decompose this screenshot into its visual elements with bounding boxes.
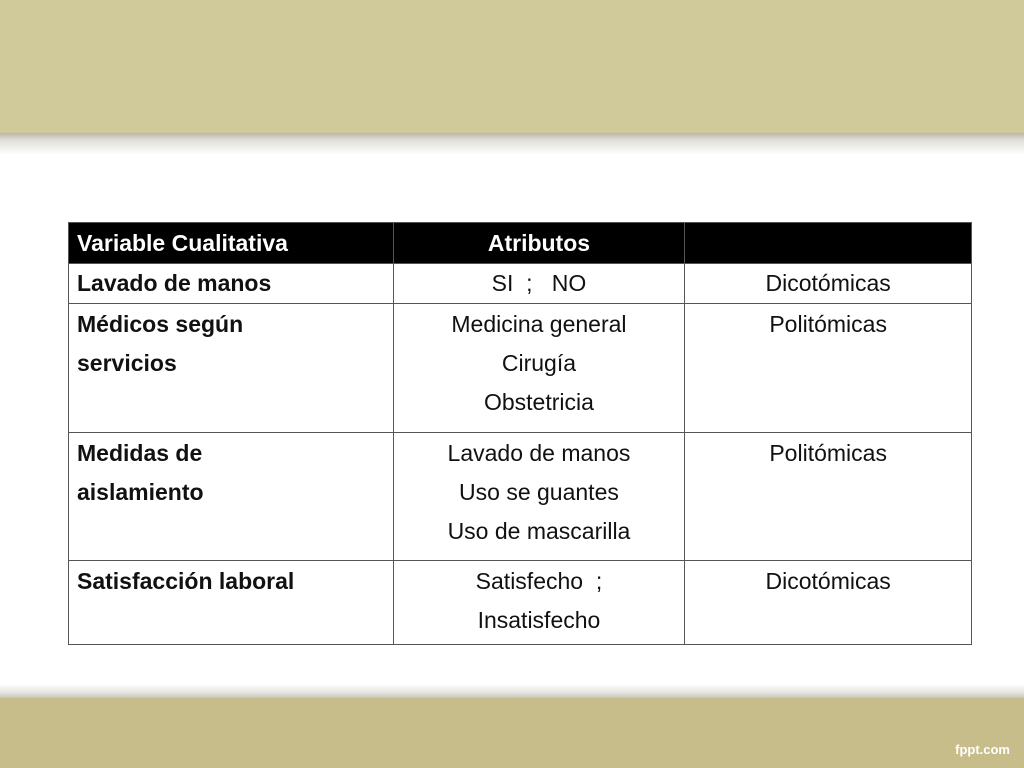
attribute-text: Insatisfecho xyxy=(477,607,601,633)
variable-text: Lavado de manos xyxy=(77,270,272,296)
header-type xyxy=(685,223,972,264)
attributes-cell xyxy=(393,304,685,433)
table-header-row xyxy=(69,223,972,264)
attribute-text: SI ; NO xyxy=(491,270,587,296)
attribute-text: Satisfecho ; xyxy=(475,568,603,594)
header-variable: Variable Cualitativa xyxy=(69,223,394,264)
table-row xyxy=(69,561,972,645)
type-cell: Dicotómicas xyxy=(685,561,972,645)
variable-cell xyxy=(69,433,394,561)
qualitative-variables-table xyxy=(68,222,972,645)
variable-text: aislamiento xyxy=(77,479,204,505)
bottom-banner xyxy=(0,698,1024,768)
attribute-text: Cirugía xyxy=(501,350,577,376)
attribute-text: Medicina general xyxy=(451,311,627,337)
variable-cell xyxy=(69,561,394,645)
type-cell: Politómicas xyxy=(685,304,972,433)
table-row xyxy=(69,304,972,433)
top-banner xyxy=(0,0,1024,133)
variable-text: servicios xyxy=(77,350,177,376)
type-cell: Dicotómicas xyxy=(685,264,972,304)
bottom-banner-shadow xyxy=(0,684,1024,698)
top-banner-shadow xyxy=(0,133,1024,155)
attribute-text: Uso de mascarilla xyxy=(447,518,631,544)
variable-text: Médicos según xyxy=(77,311,244,337)
attributes-cell xyxy=(393,264,685,304)
attribute-text: Lavado de manos xyxy=(447,440,631,466)
variable-text: Medidas de xyxy=(77,440,203,466)
attribute-text: Obstetricia xyxy=(483,389,594,415)
type-cell: Politómicas xyxy=(685,433,972,561)
variable-cell xyxy=(69,304,394,433)
attributes-cell xyxy=(393,561,685,645)
footer-watermark: fppt.com xyxy=(955,742,1010,757)
variable-text: Satisfacción laboral xyxy=(77,568,295,594)
header-attributes: Atributos xyxy=(393,223,685,264)
variable-cell xyxy=(69,264,394,304)
attributes-cell xyxy=(393,433,685,561)
attribute-text: Uso se guantes xyxy=(459,479,619,505)
table-row xyxy=(69,264,972,304)
table-row xyxy=(69,433,972,561)
